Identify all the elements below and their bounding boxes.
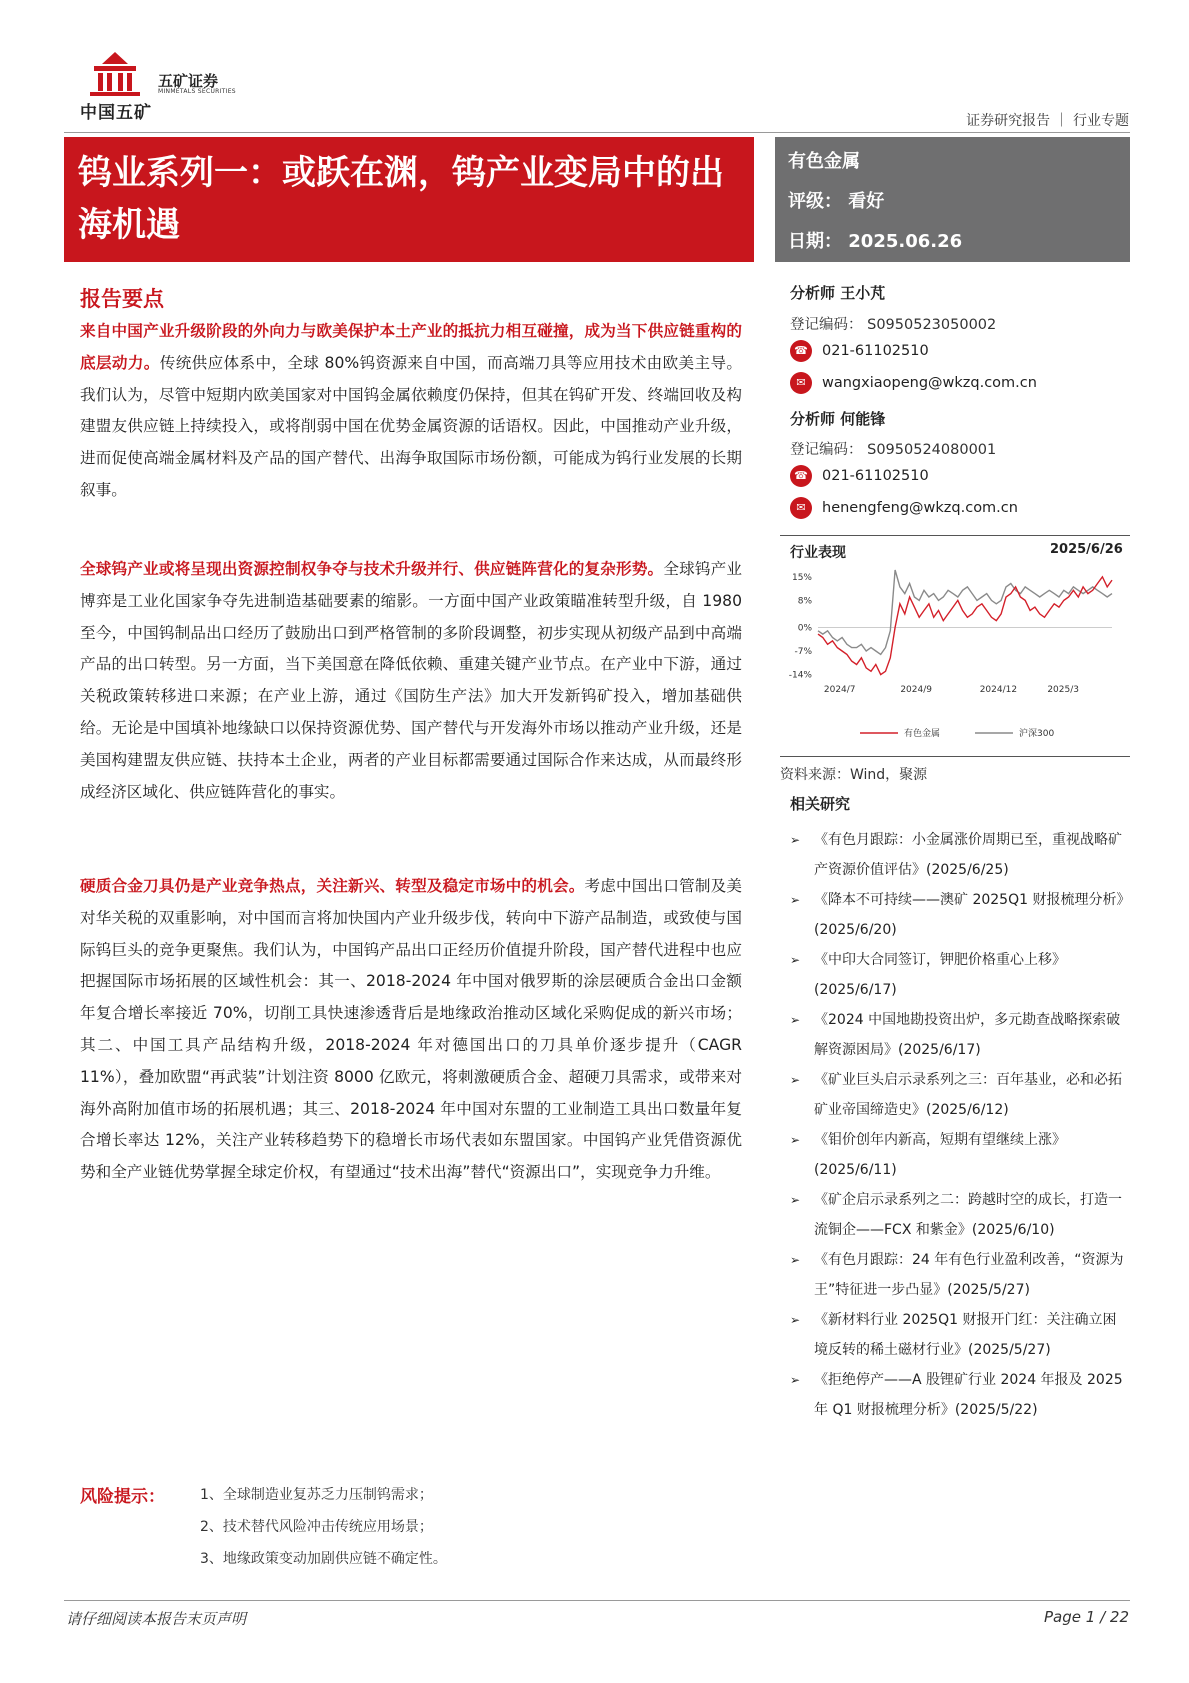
legend-label: 有色金属 [904, 729, 941, 739]
related-report-link[interactable] [790, 1125, 1130, 1185]
arrow-bullet-icon: ➢ [790, 1013, 801, 1027]
title-banner [64, 137, 754, 262]
analyst-phone: ☎ 021-61102510 [790, 465, 929, 491]
related-report-link[interactable] [790, 885, 1130, 945]
paragraph-highlight: 来自中国产业升级阶段的外向力与欧美保护本土产业的抵抗力相互碰撞，成为当下供应链重构的底层动力。 [80, 322, 742, 372]
related-report-title: 《新材料行业 2025Q1 财报开门红：关注确立困境反转的稀土磁材行业》(2025/5/27) [814, 1312, 1117, 1358]
related-report-link[interactable] [790, 945, 1130, 1005]
summary-paragraph [80, 316, 742, 507]
related-report-title: 《有色月跟踪：24 年有色行业盈利改善，“资源为王”特征进一步凸显》(2025/5/27) [814, 1252, 1124, 1298]
risk-item: 3、地缘政策变动加剧供应链不确定性。 [200, 1551, 447, 1567]
phone-icon: ☎ [790, 465, 812, 487]
y-tick-label: 0% [797, 623, 812, 634]
arrow-bullet-icon: ➢ [790, 833, 801, 847]
rating-label: 评级： 看好 [788, 191, 885, 212]
legend-label: 沪深300 [1019, 729, 1055, 739]
arrow-bullet-icon: ➢ [790, 953, 801, 967]
analyst-reg: 登记编码： S0950523050002 [790, 317, 997, 333]
summary-paragraph [80, 871, 742, 1189]
perf-divider-bottom [780, 756, 1130, 757]
paragraph-body: 传统供应体系中，全球 80%钨资源来自中国，而高端刀具等应用技术由欧美主导。我们认为，尽管中短期内欧美国家对中国钨金属依赖度仍保持，但其在钨矿开发、终端回收及构建盟友供应链上持续投入，或将削弱中国在优势金属资源的话语权。因此，中国推动产业升级，进而促使高端金属材料及产品的国产替代、出海争取国际市场份额，可能成为钨行业发展的长期叙事。 [80, 353, 742, 499]
arrow-bullet-icon: ➢ [790, 1373, 801, 1387]
analyst-email[interactable]: ✉ henengfeng@wkzq.com.cn [790, 497, 1018, 523]
related-heading: 相关研究 [790, 795, 851, 813]
performance-label: 行业表现 [790, 545, 846, 561]
arrow-bullet-icon: ➢ [790, 1253, 801, 1267]
header-divider [64, 132, 1130, 133]
related-report-title: 《中印大合同签订，钾肥价格重心上移》(2025/6/17) [814, 952, 1066, 998]
report-category: 证券研究报告 ｜ 行业专题 [966, 113, 1129, 129]
company-logo [80, 50, 255, 123]
email-icon: ✉ [790, 372, 812, 394]
report-title: 钨业系列一：或跃在渊，钨产业变局中的出海机遇 [78, 153, 724, 245]
related-report-title: 《拒绝停产——A 股锂矿行业 2024 年报及 2025 年 Q1 财报梳理分析》(2025/5/22) [814, 1372, 1123, 1418]
paragraph-body: 考虑中国出口管制及美对华关税的双重影响，对中国而言将加快国内产业升级步伐，转向中下游产品制造，或致使与国际钨巨头的竞争更聚焦。我们认为，中国钨产品出口正经历价值提升阶段，国产替代进程中也应把握国际市场拓展的区域性机会：其一、2018-2024 年中国对俄罗斯的涂层硬质合金出口金额年复合增长率接近 70%，切削工具快速渗透背后是地缘政治推动区域化采购促成的新兴市场；其二、中国工具产品结构升级，2018-2024 年对德国出口的刀具单价逐步提升（CAGR 11%），叠加欧盟“再武装”计划注资 8000 亿欧元，将刺激硬质合金、超硬刀具需求，或带来对海外高附加值市场的拓展机遇；其三、2018-2024 年中国对东盟的工业制造工具出口数量年复合增长率达 12%，关注产业转移趋势下的稳增长市场代表如东盟国家。中国钨产业凭借资源优势和全产业链优势掌握全球定价权，有望通过“技术出海”替代“资源出口”，实现竞争力升维。 [80, 877, 742, 1182]
related-report-title: 《矿企启示录系列之二：跨越时空的成长，打造一流铜企——FCX 和紫金》(2025/6/10) [814, 1192, 1122, 1238]
logo-brand-text: 五矿证券 [158, 72, 219, 90]
arrow-bullet-icon: ➢ [790, 1073, 801, 1087]
series-line-csi300 [818, 570, 1112, 654]
summary-paragraph [80, 554, 742, 808]
arrow-bullet-icon: ➢ [790, 893, 801, 907]
related-report-title: 《降本不可持续——澳矿 2025Q1 财报梳理分析》(2025/6/20) [814, 892, 1124, 938]
summary-heading: 报告要点 [80, 287, 164, 311]
arrow-bullet-icon: ➢ [790, 1133, 801, 1147]
logo-emblem-icon [80, 50, 150, 98]
paragraph-body: 全球钨产业博弈是工业化国家争夺先进制造基础要素的缩影。一方面中国产业政策瞄准转型升级，自 1980 至今，中国钨制品出口经历了鼓励出口到严格管制的多阶段调整，初步实现从初级产品到中高端产品的出口转型。另一方面，当下美国意在降低依赖、重建关键产业节点。在产业中下游，通过关税政策转移进口来源；在产业上游，通过《国防生产法》加大开发新钨矿投入，增加基础供给。无论是中国填补地缘缺口以保持资源优势、国产替代与开发海外市场以推动产业升级，还是美国构建盟友供应链、扶持本土企业，两者的产业目标都需要通过国际合作来达成，从而最终形成经济区域化、供应链阵营化的事实。 [80, 560, 742, 801]
related-report-title: 《2024 中国地勘投资出炉，多元勘查战略探索破解资源困局》(2025/6/17) [814, 1012, 1121, 1058]
related-report-link[interactable] [790, 1185, 1130, 1245]
y-tick-label: -14% [788, 670, 812, 681]
chart-source: 资料来源：Wind，聚源 [780, 767, 928, 783]
x-tick-label: 2024/7 [823, 685, 856, 695]
sector-label: 有色金属 [788, 151, 860, 172]
related-report-link[interactable] [790, 1305, 1130, 1365]
industry-performance-chart [780, 558, 1130, 753]
paragraph-highlight: 全球钨产业或将呈现出资源控制权争夺与技术升级并行、供应链阵营化的复杂形势。 [80, 560, 664, 578]
risk-heading: 风险提示： [80, 1487, 165, 1507]
email-icon: ✉ [790, 497, 812, 519]
y-tick-label: 8% [797, 596, 812, 607]
risk-item: 1、全球制造业复苏乏力压制钨需求； [200, 1487, 433, 1503]
related-report-link[interactable] [790, 1005, 1130, 1065]
arrow-bullet-icon: ➢ [790, 1193, 801, 1207]
arrow-bullet-icon: ➢ [790, 1313, 801, 1327]
related-report-title: 《矿业巨头启示录系列之三：百年基业，必和必拓矿业帝国缔造史》(2025/6/12) [814, 1072, 1122, 1118]
related-report-title: 《钼价创年内新高，短期有望继续上涨》(2025/6/11) [814, 1132, 1066, 1178]
perf-divider-top [780, 535, 1130, 536]
performance-date: 2025/6/26 [1050, 542, 1123, 557]
analyst-phone: ☎ 021-61102510 [790, 340, 929, 366]
paragraph-highlight: 硬质合金刀具仍是产业竞争热点，关注新兴、转型及稳定市场中的机会。 [80, 877, 585, 895]
related-report-title: 《有色月跟踪：小金属涨价周期已至，重视战略矿产资源价值评估》(2025/6/25) [814, 832, 1122, 878]
related-report-link[interactable] [790, 1245, 1130, 1305]
phone-icon: ☎ [790, 340, 812, 362]
logo-en-text: MINMETALS SECURITIES [158, 88, 236, 95]
related-report-link[interactable] [790, 825, 1130, 885]
x-tick-label: 2025/3 [1047, 685, 1079, 695]
analyst-name: 分析师 何能锋 [790, 410, 886, 428]
date-label: 日期： 2025.06.26 [788, 231, 963, 252]
analyst-email[interactable]: ✉ wangxiaopeng@wkzq.com.cn [790, 372, 1037, 398]
footer-disclaimer: 请仔细阅读本报告末页声明 [66, 1610, 247, 1628]
page-number: Page 1 / 22 [1044, 1608, 1129, 1626]
y-tick-label: 15% [791, 572, 812, 583]
analyst-reg: 登记编码： S0950524080001 [790, 442, 997, 458]
related-report-link[interactable] [790, 1065, 1130, 1125]
logo-cn-text: 中国五矿 [80, 103, 152, 123]
related-report-link[interactable] [790, 1365, 1130, 1425]
series-line-nonferrous [818, 577, 1112, 675]
x-tick-label: 2024/9 [900, 685, 932, 695]
risk-item: 2、技术替代风险冲击传统应用场景； [200, 1519, 433, 1535]
rating-box [775, 137, 1130, 262]
analyst-name: 分析师 王小芃 [790, 284, 886, 302]
footer-divider [64, 1600, 1130, 1601]
y-tick-label: -7% [794, 647, 812, 657]
x-tick-label: 2024/12 [979, 685, 1018, 695]
